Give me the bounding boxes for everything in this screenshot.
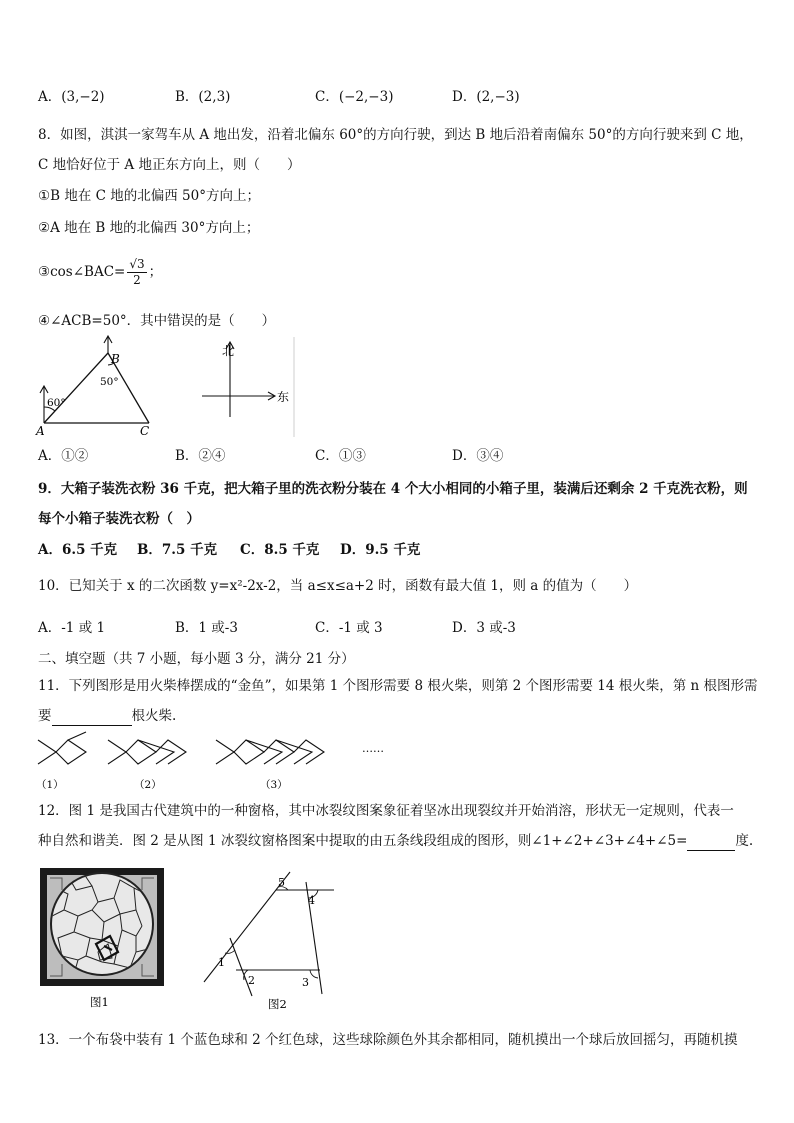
q12-stem-line1: 12．图 1 是我国古代建筑中的一种窗格，其中冰裂纹图案象征着坚冰出现裂纹并开始消溶，形状无一定规则，代表一 (38, 803, 734, 819)
q8-s3-prefix: ③cos∠BAC= (38, 264, 126, 280)
q8-triangle-figure (34, 335, 164, 439)
q8-s3-denominator: 2 (133, 273, 141, 287)
q8-label-50: 50° (100, 376, 119, 388)
q9-stem-line2: 每个小箱子装洗衣粉（ ） (38, 511, 200, 527)
q8-label-c: C (140, 424, 150, 438)
q11-stem-line2 (38, 707, 176, 726)
q11-fish-3 (216, 740, 324, 764)
q7-option-d: D．(2,−3) (452, 89, 520, 105)
q8-label-east: 东 (277, 390, 290, 404)
q11-answer-blank (52, 707, 132, 726)
q8-label-b: B (111, 352, 120, 366)
q12-figure2-segments (198, 866, 338, 1014)
q12-angle-label-5: 5 (278, 876, 285, 889)
q9-option-c: C．8.5 千克 (240, 542, 320, 558)
q7-option-c: C．(−2,−3) (315, 89, 394, 105)
q8-statement-2: ②A 地在 B 地的北偏西 30°方向上； (38, 220, 260, 236)
q8-stem-line2: C 地恰好位于 A 地正东方向上，则（ ） (38, 157, 301, 173)
q8-compass-figure (196, 335, 296, 439)
q12-line2-prefix: 种自然和谐美．图 2 是从图 1 冰裂纹窗格图案中提取的由五条线段组成的图形，则∠1+∠2+∠3+∠4+∠5= (38, 833, 688, 849)
q11-stem-line1: 11．下列图形是用火柴棒摆成的“金鱼”，如果第 1 个图形需要 8 根火柴，则第 2 个图形需要 14 根火柴，第 n 根图形需 (38, 678, 758, 694)
q8-option-c: C．①③ (315, 448, 366, 464)
q12-answer-blank (687, 832, 735, 851)
q11-label-1: （1） (36, 779, 64, 791)
q11-fish-figures (34, 730, 404, 796)
q8-s3-fraction (127, 257, 146, 288)
q12-angle-label-3: 3 (302, 976, 309, 989)
q12-angle-arc-3 (310, 970, 318, 978)
q8-label-60: 60° (47, 397, 66, 409)
q11-line2-suffix: 根火柴. (131, 708, 177, 724)
q8-statement-3 (38, 257, 162, 288)
q12-angle-label-1: 1 (218, 956, 225, 969)
q10-option-d: D．3 或-3 (452, 620, 516, 636)
q8-option-a: A．①② (38, 448, 89, 464)
q11-ellipsis: …… (362, 742, 384, 755)
q12-fig1-caption: 图1 (90, 995, 109, 1009)
q12-fig2-caption: 图2 (268, 997, 287, 1011)
q7-option-a: A．(3,−2) (38, 89, 105, 105)
q8-s3-suffix: ； (148, 264, 163, 280)
q11-line2-prefix: 要 (38, 708, 52, 724)
q8-stem-line1: 8．如图，淇淇一家驾车从 A 地出发，沿着北偏东 60°的方向行驶，到达 B 地后沿着南偏东 50°的方向行驶来到 C 地， (38, 127, 753, 143)
q8-label-a: A (36, 424, 45, 438)
q12-stem-line2 (38, 832, 753, 851)
q8-statement-1: ①B 地在 C 地的北偏西 50°方向上； (38, 188, 260, 204)
q11-label-3: （3） (260, 779, 288, 791)
q11-fish-1 (38, 732, 86, 764)
q9-option-d: D．9.5 千克 (340, 542, 421, 558)
section-fill-in-title: 二、填空题（共 7 小题，每小题 3 分，满分 21 分） (38, 651, 355, 667)
q8-s3-numerator: √3 (129, 257, 145, 271)
q7-option-b: B．(2,3) (175, 89, 231, 105)
q8-statement-4: ④∠ACB=50°．其中错误的是（ ） (38, 313, 276, 329)
q10-option-b: B．1 或-3 (175, 620, 238, 636)
q12-segment-inner-left (230, 938, 252, 996)
q8-label-north: 北 (222, 344, 235, 358)
q12-figure1-window (38, 866, 168, 1014)
q8-option-b: B．②④ (175, 448, 226, 464)
q12-line2-suffix: 度. (735, 833, 754, 849)
q11-label-2: （2） (134, 779, 162, 791)
q9-option-b: B．7.5 千克 (137, 542, 218, 558)
q12-angle-label-4: 4 (308, 894, 315, 907)
q9-stem-line1: 9．大箱子装洗衣粉 36 千克，把大箱子里的洗衣粉分装在 4 个大小相同的小箱子里，装满后还剩余 2 千克洗衣粉，则 (38, 481, 748, 497)
q8-option-d: D．③④ (452, 448, 504, 464)
q10-option-a: A．-1 或 1 (38, 620, 106, 636)
q9-option-a: A．6.5 千克 (38, 542, 118, 558)
q10-stem: 10．已知关于 x 的二次函数 y=x²-2x-2，当 a≤x≤a+2 时，函数有最大值 1，则 a 的值为（ ） (38, 578, 638, 594)
q11-fish-2 (108, 740, 186, 764)
q10-option-c: C．-1 或 3 (315, 620, 383, 636)
q12-angle-label-2: 2 (248, 974, 255, 987)
q8-side-ab (44, 353, 108, 423)
q13-stem-line1: 13．一个布袋中装有 1 个蓝色球和 2 个红色球，这些球除颜色外其余都相同，随机摸出一个球后放回摇匀，再随机摸 (38, 1032, 738, 1048)
